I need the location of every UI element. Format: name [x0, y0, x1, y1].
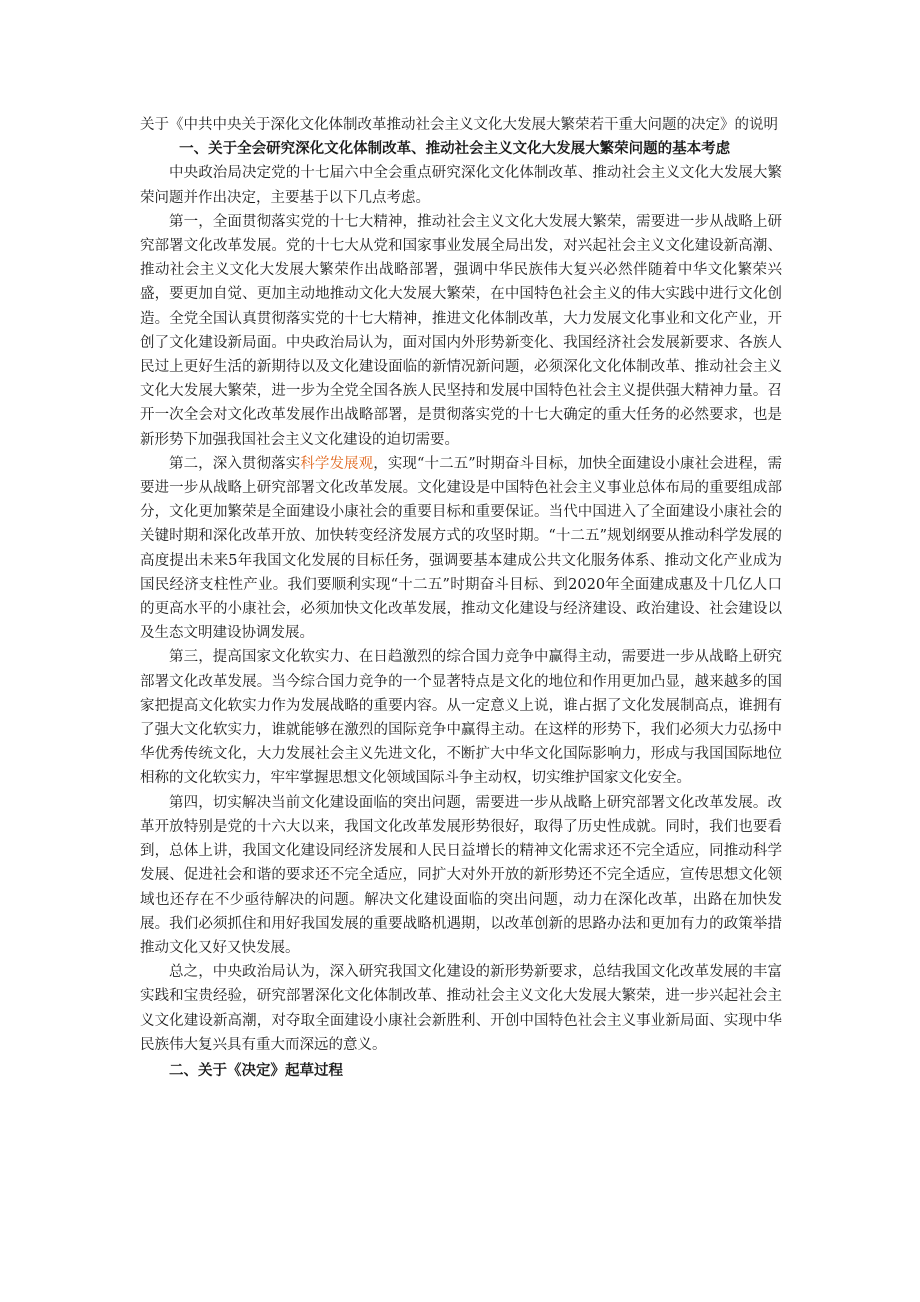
paragraph-3-body: ，实现“十二五”时期奋斗目标，加快全面建设小康社会进程，需要进一步从战略上研究部署文化改革发展。文化建设是中国特色社会主义事业总体布局的重要组成部分，文化更加繁荣是全面建设小康社会的重要目标和重要保证。当代中国进入了全面建设小康社会的关键时期和深化改革开放、加快转变经济发展方式的攻坚时期。“十二五”规划纲要从推动科学发展的高度提出未来5年我国文化发展的目标任务，强调要基本建成公共文化服务体系、推动文化产业成为国民经济支柱性产业。我们要顺利实现“十二五”时期奋斗目标、到2020年全面建成惠及十几亿人口的更高水平的小康社会，必须加快文化改革发展，推动文化建设与经济建设、政治建设、社会建设以及生态文明建设协调发展。 — [140, 455, 783, 642]
document-page — [140, 113, 782, 1083]
document-title: 关于《中共中央关于深化文化体制改革推动社会主义文化大发展大繁荣若干重大问题的决定》的说明 — [140, 117, 778, 133]
paragraph-3 — [140, 452, 782, 646]
section-heading-2: 二、关于《决定》起草过程 — [169, 1062, 343, 1079]
paragraph-1: 中央政治局决定党的十七届六中全会重点研究深化文化体制改革、推动社会主义文化大发展大繁荣问题并作出决定，主要基于以下几点考虑。 — [140, 165, 782, 206]
paragraph-3-intro: 第二，深入贯彻落实 — [169, 455, 301, 472]
paragraph-2: 第一，全面贯彻落实党的十七大精神，推动社会主义文化大发展大繁荣，需要进一步从战略上研究部署文化改革发展。党的十七大从党和国家事业发展全局出发，对兴起社会主义文化建设新高潮、推动社会主义文化大发展大繁荣作出战略部署，强调中华民族伟大复兴必然伴随着中华文化繁荣兴盛，要更加自觉、更加主动地推动文化大发展大繁荣，在中国特色社会主义的伟大实践中进行文化创造。全党全国认真贯彻落实党的十七大精神，推进文化体制改革，大力发展文化事业和文化产业，开创了文化建设新局面。中央政治局认为，面对国内外形势新变化、我国经济社会发展新要求、各族人民过上更好生活的新期待以及文化建设面临的新情况新问题，必须深化文化体制改革、推动社会主义文化大发展大繁荣，进一步为全党全国各族人民坚持和发展中国特色社会主义提供强大精神力量。召开一次全会对文化改革发展作出战略部署，是贯彻落实党的十七大确定的重大任务的必然要求，也是新形势下加强我国社会主义文化建设的迫切需要。 — [140, 213, 782, 448]
section-heading-1: 一、关于全会研究深化文化体制改革、推动社会主义文化大发展大繁荣问题的基本考虑 — [179, 141, 731, 158]
paragraph-5: 第四，切实解决当前文化建设面临的突出问题，需要进一步从战略上研究部署文化改革发展。改革开放特别是党的十六大以来，我国文化改革发展形势很好，取得了历史性成就。同时，我们也要看到，总体上讲，我国文化建设同经济发展和人民日益增长的精神文化需求还不完全适应，同推动科学发展、促进社会和谐的要求还不完全适应，同扩大对外开放的新形势还不完全适应，宣传思想文化领域也还存在不少亟待解决的问题。解决文化建设面临的突出问题，动力在深化改革，出路在加快发展。我们必须抓住和用好我国发展的重要战略机遇期，以改革创新的思路办法和更加有力的政策举措推动文化又好又快发展。 — [140, 794, 782, 956]
scientific-outlook-link[interactable]: 科学发展观 — [300, 455, 374, 472]
paragraph-4: 第三，提高国家文化软实力、在日趋激烈的综合国力竞争中赢得主动，需要进一步从战略上研究部署文化改革发展。当今综合国力竞争的一个显著特点是文化的地位和作用更加凸显，越来越多的国家把提高文化软实力作为发展战略的重要内容。从一定意义上说，谁占据了文化发展制高点，谁拥有了强大文化软实力，谁就能够在激烈的国际竞争中赢得主动。在这样的形势下，我们必须大力弘扬中华优秀传统文化，大力发展社会主义先进文化，不断扩大中华文化国际影响力，形成与我国国际地位相称的文化软实力，牢牢掌握思想文化领域国际斗争主动权，切实维护国家文化安全。 — [140, 649, 782, 787]
paragraph-6: 总之，中央政治局认为，深入研究我国文化建设的新形势新要求，总结我国文化改革发展的丰富实践和宝贵经验，研究部署深化文化体制改革、推动社会主义文化大发展大繁荣，进一步兴起社会主义文化建设新高潮，对夺取全面建设小康社会新胜利、开创中国特色社会主义事业新局面、实现中华民族伟大复兴具有重大而深远的意义。 — [140, 964, 782, 1053]
